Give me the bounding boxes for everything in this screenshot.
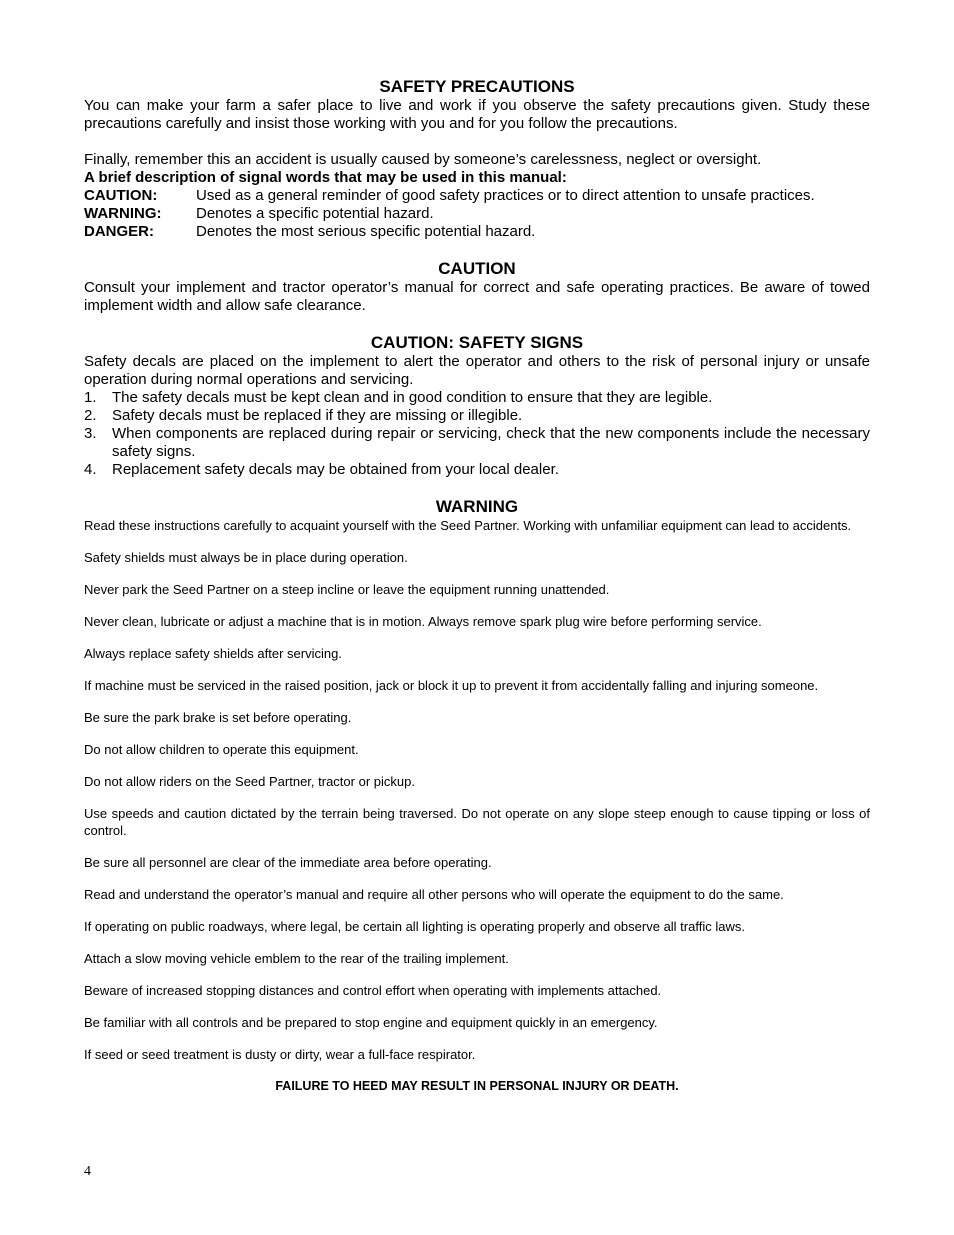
warning-item: Use speeds and caution dictated by the terrain being traversed. Do not operate on any slope steep enough to cause tipping or loss of control. [84,806,870,838]
signal-row-warning [84,205,870,223]
final-warning: FAILURE TO HEED MAY RESULT IN PERSONAL INJURY OR DEATH. [275,1079,679,1093]
warning-item: If operating on public roadways, where legal, be certain all lighting is operating properly and observe all traffic laws. [84,919,745,934]
list-item [84,389,870,407]
safety-intro-paragraph: You can make your farm a safer place to live and work if you observe the safety precautions given. Study these precautions carefully and insist those working with you and for you follow the precautions. [84,97,870,132]
warning-item: Do not allow children to operate this equipment. [84,742,359,757]
warning-item: If machine must be serviced in the raised position, jack or block it up to prevent it from accidentally falling and injuring someone. [84,678,819,693]
list-number: 2. [84,407,97,424]
page-number: 4 [84,1164,91,1179]
caution-paragraph: Consult your implement and tractor operator’s manual for correct and safe operating practices. Be aware of towed implement width and allow safe clearance. [84,279,870,314]
caution-safety-signs-heading: CAUTION: SAFETY SIGNS [370,333,584,352]
signal-definition: Used as a general reminder of good safety practices or to direct attention to unsafe practices. [196,187,815,204]
caution-heading: CAUTION [438,259,516,278]
list-text: The safety decals must be kept clean and in good condition to ensure that they are legible. [112,389,713,406]
signal-term: DANGER: [84,223,154,240]
list-text: When components are replaced during repair or servicing, check that the new components include the necessary safety signs. [112,425,870,460]
warning-item: Read these instructions carefully to acquaint yourself with the Seed Partner. Working with unfamiliar equipment can lead to accidents. [84,518,852,533]
warning-list [84,517,870,1063]
signal-words-title: A brief description of signal words that may be used in this manual: [84,169,567,186]
warning-item: Do not allow riders on the Seed Partner, tractor or pickup. [84,774,415,789]
warning-item: Be sure all personnel are clear of the immediate area before operating. [84,855,492,870]
list-item [84,425,870,461]
safety-signs-list [84,389,870,479]
signal-row-caution [84,187,870,205]
signal-definition: Denotes a specific potential hazard. [196,205,434,222]
warning-item: Never clean, lubricate or adjust a machine that is in motion. Always remove spark plug wire before performing service. [84,614,762,629]
signal-row-danger [84,223,870,241]
list-text: Safety decals must be replaced if they are missing or illegible. [112,407,523,424]
safety-signs-intro: Safety decals are placed on the implement to alert the operator and others to the risk of personal injury or unsafe operation during normal operations and servicing. [84,353,870,388]
list-item [84,461,870,479]
list-text: Replacement safety decals may be obtained from your local dealer. [112,461,559,478]
finally-paragraph: Finally, remember this an accident is usually caused by someone’s carelessness, neglect or oversight. [84,151,762,168]
list-number: 1. [84,389,97,406]
warning-item: Safety shields must always be in place during operation. [84,550,408,565]
list-item [84,407,870,425]
document-body [84,77,870,1095]
signal-definition: Denotes the most serious specific potential hazard. [196,223,536,240]
signal-term: WARNING: [84,205,162,222]
warning-item: Attach a slow moving vehicle emblem to the rear of the trailing implement. [84,951,509,966]
safety-precautions-heading: SAFETY PRECAUTIONS [379,77,575,96]
warning-item: Be familiar with all controls and be prepared to stop engine and equipment quickly in an emergency. [84,1015,658,1030]
warning-item: Never park the Seed Partner on a steep incline or leave the equipment running unattended. [84,582,610,597]
warning-item: Always replace safety shields after servicing. [84,646,342,661]
warning-item: Beware of increased stopping distances and control effort when operating with implements attached. [84,983,662,998]
warning-item: Read and understand the operator’s manual and require all other persons who will operate the equipment to do the same. [84,887,784,902]
signal-term: CAUTION: [84,187,158,204]
list-number: 4. [84,461,97,478]
warning-item: Be sure the park brake is set before operating. [84,710,352,725]
warning-item: If seed or seed treatment is dusty or dirty, wear a full-face respirator. [84,1047,476,1062]
warning-heading: WARNING [435,497,519,516]
list-number: 3. [84,425,97,442]
